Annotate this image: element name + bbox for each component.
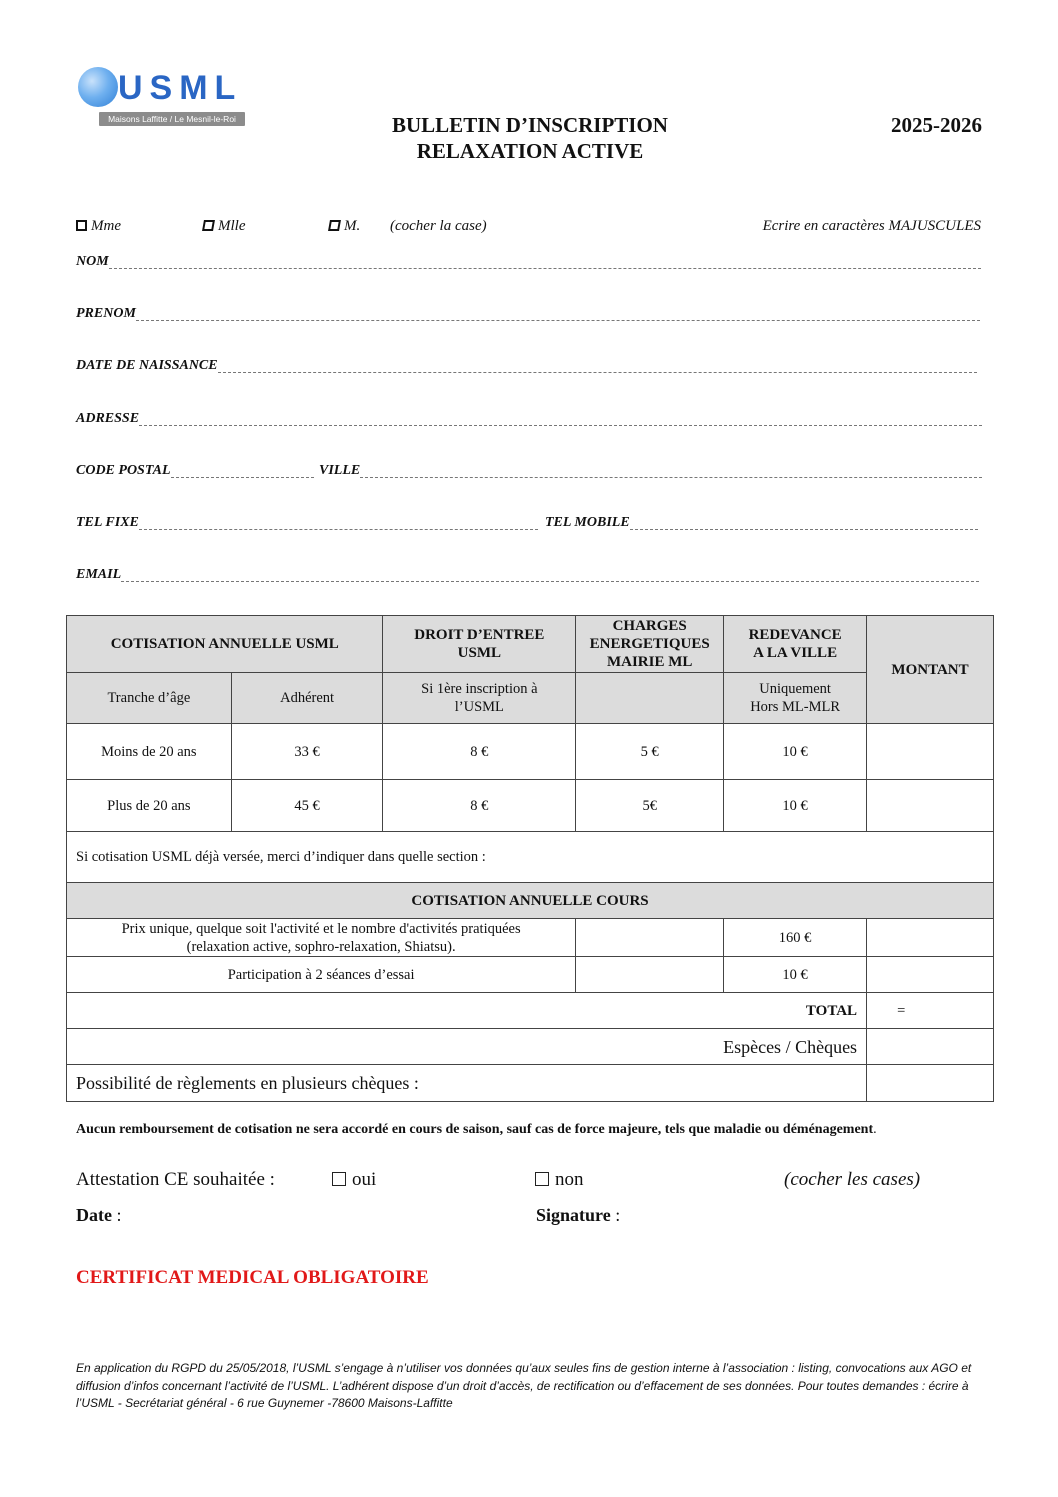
signature-label: Signature xyxy=(536,1205,611,1225)
charges-line2: ENERGETIQUES xyxy=(589,636,710,652)
mme-label: Mme xyxy=(91,218,121,234)
civility-m[interactable] xyxy=(329,216,360,236)
cocher-hint: (cocher les cases) xyxy=(784,1169,921,1190)
premiere-inscription-line1: Si 1ère inscription à xyxy=(421,681,538,697)
code-postal-field xyxy=(76,462,314,480)
montant-cell[interactable] xyxy=(867,724,994,780)
email-label: EMAIL xyxy=(76,567,122,582)
date-naissance-label: DATE DE NAISSANCE xyxy=(76,358,218,373)
essai-price: 10 € xyxy=(724,957,867,993)
medical-certificate-notice: CERTIFICAT MEDICAL OBLIGATOIRE xyxy=(76,1267,429,1288)
header-cotisation-usml: COTISATION ANNUELLE USML xyxy=(67,616,383,673)
code-postal-label: CODE POSTAL xyxy=(76,463,171,478)
attestation-label: Attestation CE souhaitée : xyxy=(76,1169,275,1190)
mlle-label: Mlle xyxy=(218,218,246,234)
table-row xyxy=(67,724,994,780)
adresse-field xyxy=(76,410,982,428)
uppercase-instruction: Ecrire en caractères MAJUSCULES xyxy=(762,218,981,234)
logo-subtitle: Maisons Laffitte / Le Mesnil-le-Roi xyxy=(99,112,245,126)
signature-field[interactable] xyxy=(536,1204,620,1226)
redevance-cell: 10 € xyxy=(724,780,867,832)
droit-entree-line1: DROIT D’ENTREE xyxy=(414,627,545,643)
cours-header: COTISATION ANNUELLE COURS xyxy=(67,883,994,919)
ville-label: VILLE xyxy=(319,463,361,478)
cours-row xyxy=(67,957,994,993)
non-label: non xyxy=(555,1169,584,1190)
payment-label: Espèces / Chèques xyxy=(67,1029,867,1065)
ville-field xyxy=(319,462,982,480)
code-postal-input[interactable] xyxy=(171,464,314,478)
table-row xyxy=(67,780,994,832)
payment-value[interactable] xyxy=(867,1029,994,1065)
essai-label: Participation à 2 séances d’essai xyxy=(67,957,576,993)
redevance-sub-line1: Uniquement xyxy=(759,681,831,697)
cours-row xyxy=(67,919,994,957)
refund-note xyxy=(76,1120,956,1139)
charges-cell: 5 € xyxy=(576,724,724,780)
cours-label-line1: Prix unique, quelque soit l'activité et le nombre d'activités pratiquées xyxy=(121,920,521,937)
multi-cheques-label: Possibilité de règlements en plusieurs chèques : xyxy=(67,1065,867,1102)
adresse-label: ADRESSE xyxy=(76,411,140,426)
email-field xyxy=(76,566,979,584)
checkbox-non[interactable] xyxy=(535,1172,549,1186)
cours-label-line2: (relaxation active, sophro-relaxation, Shiatsu). xyxy=(186,938,456,955)
adresse-input[interactable] xyxy=(139,412,982,426)
ville-input[interactable] xyxy=(360,464,982,478)
rgpd-notice: En application du RGPD du 25/05/2018, l’USML s’engage à n’utiliser vos données qu’aux seules fins de gestion interne à l’association : listing, convocations aux AGO et diffusion d’infos concernant l’activité de l’USML. L’adhérent dispose d’un droit d’accès, de rectification ou d’effacement de ses données. Pour toutes demandes : écrire à l’USML - Secrétariat général - 6 rue Guynemer -78600 Maisons-Laffitte xyxy=(76,1361,972,1410)
date-naissance-input[interactable] xyxy=(218,359,977,373)
redevance-sub-line2: Hors ML-MLR xyxy=(750,699,841,715)
globe-horse-icon xyxy=(78,67,118,107)
date-naissance-field xyxy=(76,357,977,375)
nom-label: NOM xyxy=(76,254,109,269)
date-colon: : xyxy=(111,1205,122,1225)
tel-mobile-field xyxy=(545,514,978,532)
charges-cell: 5€ xyxy=(576,780,724,832)
usml-logo xyxy=(78,66,248,128)
date-label: Date xyxy=(76,1205,112,1225)
title-line-1: BULLETIN D’INSCRIPTION xyxy=(392,113,668,137)
redevance-cell: 10 € xyxy=(724,724,867,780)
cours-price: 160 € xyxy=(724,919,867,957)
subheader-premiere-inscription xyxy=(383,673,576,724)
droit-cell: 8 € xyxy=(383,780,576,832)
date-field[interactable] xyxy=(76,1204,122,1226)
checkbox-mlle[interactable] xyxy=(202,220,215,231)
checkbox-mme[interactable] xyxy=(76,220,87,231)
refund-note-text: Aucun remboursement de cotisation ne sera accordé en cours de saison, sauf cas de force majeure, tels que maladie ou déménagement xyxy=(76,1122,874,1137)
multi-cheques-value[interactable] xyxy=(867,1065,994,1102)
tel-mobile-label: TEL MOBILE xyxy=(545,515,630,530)
subheader-charges xyxy=(576,673,724,724)
essai-montant[interactable] xyxy=(867,957,994,993)
prenom-label: PRENOM xyxy=(76,306,136,321)
tranche-cell: Plus de 20 ans xyxy=(67,780,232,832)
fees-table xyxy=(66,615,994,1102)
tel-fixe-label: TEL FIXE xyxy=(76,515,139,530)
nom-input[interactable] xyxy=(109,255,981,269)
oui-label: oui xyxy=(352,1169,377,1190)
season: 2025-2026 xyxy=(891,113,982,137)
premiere-inscription-line2: l’USML xyxy=(454,699,504,715)
tranche-cell: Moins de 20 ans xyxy=(67,724,232,780)
signature-colon: : xyxy=(610,1205,621,1225)
subheader-adherent: Adhérent xyxy=(231,673,383,724)
logo-text: USML xyxy=(118,69,243,107)
charges-line1: CHARGES xyxy=(612,618,687,634)
header-redevance xyxy=(724,616,867,673)
prenom-field xyxy=(76,305,980,323)
header-montant: MONTANT xyxy=(867,616,994,724)
page-title xyxy=(340,112,720,164)
prenom-input[interactable] xyxy=(136,307,980,321)
droit-cell: 8 € xyxy=(383,724,576,780)
cours-label xyxy=(67,919,576,957)
tel-fixe-field xyxy=(76,514,538,532)
title-line-2: RELAXATION ACTIVE xyxy=(416,139,644,163)
section-question[interactable]: Si cotisation USML déjà versée, merci d’indiquer dans quelle section : xyxy=(67,832,994,883)
nom-field xyxy=(76,253,981,271)
cours-empty-cell xyxy=(576,919,724,957)
essai-empty-cell xyxy=(576,957,724,993)
email-input[interactable] xyxy=(121,568,979,582)
header-droit-entree xyxy=(383,616,576,673)
attestation-oui[interactable] xyxy=(332,1168,376,1192)
subheader-tranche: Tranche d’âge xyxy=(67,673,232,724)
adherent-cell: 45 € xyxy=(231,780,383,832)
tel-fixe-input[interactable] xyxy=(139,516,538,530)
total-label: TOTAL xyxy=(67,993,867,1029)
adherent-cell: 33 € xyxy=(231,724,383,780)
cours-montant[interactable] xyxy=(867,919,994,957)
montant-cell[interactable] xyxy=(867,780,994,832)
redevance-line1: REDEVANCE xyxy=(748,627,842,643)
civility-mlle[interactable] xyxy=(203,216,246,236)
redevance-line2: A LA VILLE xyxy=(753,645,838,661)
total-value[interactable]: = xyxy=(867,993,994,1029)
civility-hint: (cocher la case) xyxy=(390,218,487,234)
checkbox-m[interactable] xyxy=(328,220,341,231)
tel-mobile-input[interactable] xyxy=(630,516,978,530)
checkbox-oui[interactable] xyxy=(332,1172,346,1186)
civility-mme[interactable] xyxy=(76,216,121,236)
charges-line3: MAIRIE ML xyxy=(606,654,693,670)
attestation-non[interactable] xyxy=(535,1168,584,1192)
refund-note-end: . xyxy=(873,1122,877,1137)
m-label: M. xyxy=(344,218,361,234)
header-charges xyxy=(576,616,724,673)
subheader-redevance xyxy=(724,673,867,724)
droit-entree-line2: USML xyxy=(457,645,502,661)
